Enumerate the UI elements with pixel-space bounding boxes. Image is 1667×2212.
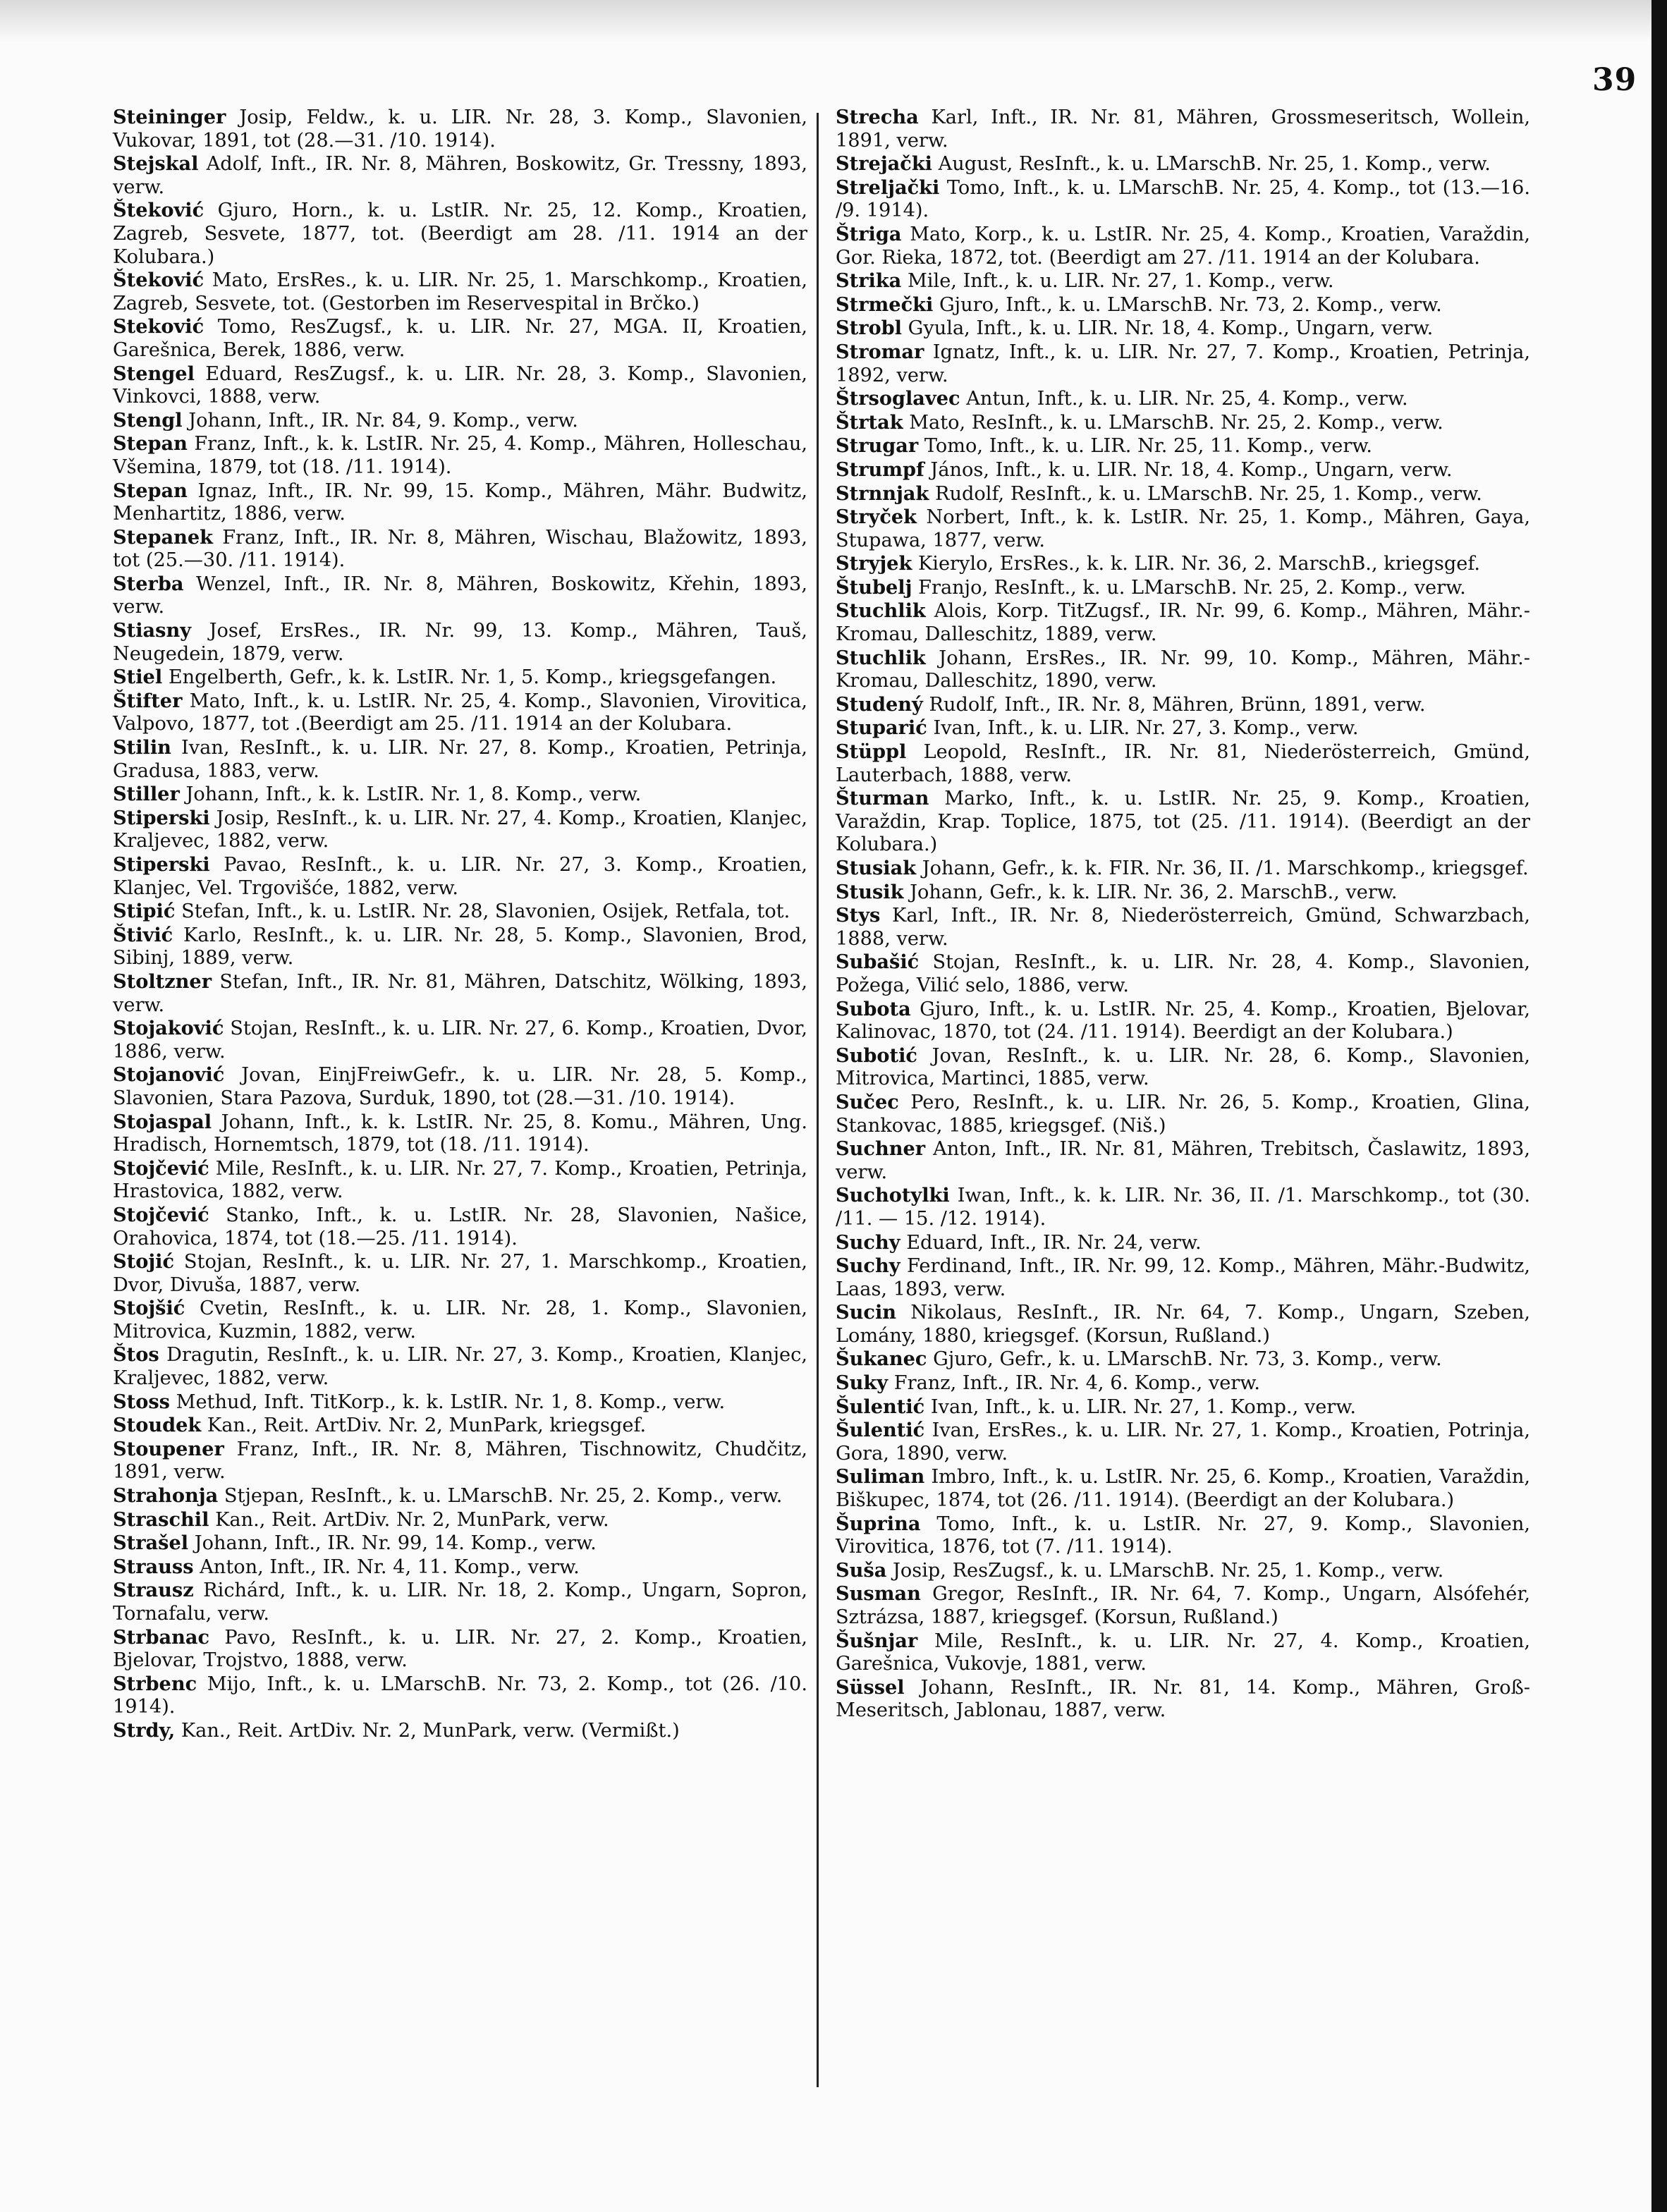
entry-surname: Steković bbox=[113, 315, 204, 338]
entry-details: Ivan, ResInft., k. u. LIR. Nr. 27, 8. Komp., Kroatien, Petrinja, Gradusa, 1883, verw. bbox=[113, 737, 807, 782]
entry-surname: Stromar bbox=[836, 340, 924, 363]
list-entry bbox=[836, 857, 1530, 881]
list-entry bbox=[113, 666, 807, 690]
entry-surname: Stengl bbox=[113, 408, 183, 432]
list-entry bbox=[836, 552, 1530, 576]
list-entry bbox=[113, 924, 807, 970]
list-entry bbox=[113, 690, 807, 736]
entry-details: Johann, Gefr., k. k. FIR. Nr. 36, II. /1. Marschkomp., kriegsgef. bbox=[922, 857, 1529, 879]
entry-surname: Šuprina bbox=[836, 1512, 921, 1535]
list-entry bbox=[836, 1395, 1530, 1419]
entry-details: Ivan, Inft., k. u. LIR. Nr. 27, 1. Komp., verw. bbox=[930, 1395, 1356, 1418]
entry-surname: Strdy, bbox=[113, 1718, 176, 1742]
list-entry bbox=[836, 106, 1530, 152]
list-entry bbox=[113, 807, 807, 853]
entry-surname: Strejački bbox=[836, 152, 932, 176]
entry-details: Leopold, ResInft., IR. Nr. 81, Niederösterreich, Gmünd, Lauterbach, 1888, verw. bbox=[836, 741, 1530, 786]
list-entry bbox=[113, 1579, 807, 1625]
list-entry bbox=[836, 716, 1530, 740]
entry-details: Mato, Inft., k. u. LstIR. Nr. 25, 4. Komp., Slavonien, Virovitica, Valpovo, 1877, tot .(Beerdigt am 25. /11. 1914 an der Kolubara. bbox=[113, 690, 807, 735]
entry-surname: Sterba bbox=[113, 572, 184, 595]
entry-details: Mile, Inft., k. u. LIR. Nr. 27, 1. Komp., verw. bbox=[907, 270, 1334, 293]
list-entry bbox=[836, 881, 1530, 905]
entry-details: Mato, ResInft., k. u. LMarschB. Nr. 25, 2. Komp., verw. bbox=[909, 411, 1443, 434]
entry-details: Imbro, Inft., k. u. LstIR. Nr. 25, 6. Komp., Kroatien, Varaždin, Biškupec, 1874, tot (26. /11. 1914). (Beerdigt an der Kolubara.) bbox=[836, 1466, 1530, 1512]
list-entry bbox=[113, 736, 807, 783]
entry-surname: Stusiak bbox=[836, 857, 917, 879]
list-entry bbox=[113, 1508, 807, 1532]
list-entry bbox=[113, 1719, 807, 1743]
entry-details: János, Inft., k. u. LIR. Nr. 18, 4. Komp., Ungarn, verw. bbox=[930, 458, 1453, 481]
entry-details: Franz, Inft., k. k. LstIR. Nr. 25, 4. Komp., Mähren, Holleschau, Všemina, 1879, tot (18. /11. 1914). bbox=[113, 433, 807, 478]
entry-surname: Stipić bbox=[113, 900, 176, 923]
list-entry bbox=[836, 904, 1530, 951]
list-entry bbox=[836, 1091, 1530, 1137]
entry-details: Franz, Inft., IR. Nr. 8, Mähren, Tischnowitz, Chudčitz, 1891, verw. bbox=[113, 1438, 807, 1484]
entry-surname: Strumpf bbox=[836, 458, 924, 481]
list-entry bbox=[113, 1297, 807, 1343]
entry-details: Tomo, Inft., k. u. LMarschB. Nr. 25, 4. Komp., tot (13.—16. /9. 1914). bbox=[836, 176, 1530, 222]
entry-surname: Stejskal bbox=[113, 152, 199, 176]
entry-surname: Stengel bbox=[113, 362, 195, 385]
entry-details: Stojan, ResInft., k. u. LIR. Nr. 28, 4. Komp., Slavonien, Požega, Vilić selo, 1886, verw. bbox=[836, 951, 1530, 996]
entry-surname: Stilin bbox=[113, 736, 171, 759]
list-entry bbox=[113, 970, 807, 1017]
list-entry bbox=[836, 317, 1530, 341]
entry-details: Cvetin, ResInft., k. u. LIR. Nr. 28, 1. Komp., Slavonien, Mitrovica, Kuzmin, 1882, verw. bbox=[113, 1297, 807, 1343]
entry-surname: Subotić bbox=[836, 1044, 917, 1067]
left-column bbox=[113, 106, 807, 1743]
entry-surname: Stüppl bbox=[836, 740, 907, 764]
entry-surname: Šukanec bbox=[836, 1348, 927, 1371]
list-entry bbox=[836, 1465, 1530, 1512]
entry-surname: Stojšić bbox=[113, 1297, 185, 1320]
entry-surname: Štrsoglavec bbox=[836, 387, 960, 410]
entry-details: Johann, ResInft., IR. Nr. 81, 14. Komp., Mähren, Groß-Meseritsch, Jablonau, 1887, verw. bbox=[836, 1676, 1530, 1722]
entry-details: Karl, Inft., IR. Nr. 8, Niederösterreich, Gmünd, Schwarzbach, 1888, verw. bbox=[836, 905, 1530, 950]
list-entry bbox=[113, 1391, 807, 1414]
entry-surname: Suchner bbox=[836, 1137, 926, 1161]
list-entry bbox=[836, 599, 1530, 646]
entry-details: Marko, Inft., k. u. LstIR. Nr. 25, 9. Komp., Kroatien, Varaždin, Krap. Toplice, 1875, tot (25. /11. 1914). (Beerdigt an der Kolubara.) bbox=[836, 788, 1530, 856]
list-entry bbox=[836, 998, 1530, 1044]
entry-details: Antun, Inft., k. u. LIR. Nr. 25, 4. Komp., verw. bbox=[966, 388, 1408, 410]
entry-surname: Stojčević bbox=[113, 1156, 209, 1180]
entry-surname: Strbanac bbox=[113, 1625, 210, 1649]
list-entry bbox=[113, 1556, 807, 1579]
entry-surname: Süssel bbox=[836, 1675, 905, 1699]
list-entry bbox=[836, 482, 1530, 506]
list-entry bbox=[113, 362, 807, 409]
list-entry bbox=[113, 409, 807, 433]
entry-surname: Suša bbox=[836, 1558, 887, 1582]
entry-details: Gyula, Inft., k. u. LIR. Nr. 18, 4. Komp., Ungarn, verw. bbox=[908, 317, 1434, 340]
list-entry bbox=[836, 1630, 1530, 1676]
list-entry bbox=[113, 199, 807, 269]
list-entry bbox=[113, 1017, 807, 1063]
entry-details: Johann, Inft., IR. Nr. 84, 9. Komp., verw. bbox=[188, 409, 578, 432]
list-entry bbox=[113, 619, 807, 666]
entry-details: Kierylo, ErsRes., k. k. LIR. Nr. 36, 2. MarschB., kriegsgef. bbox=[917, 553, 1481, 575]
entry-details: Dragutin, ResInft., k. u. LIR. Nr. 27, 3. Komp., Kroatien, Klanjec, Kraljevec, 1882, verw. bbox=[113, 1344, 807, 1390]
list-entry bbox=[836, 341, 1530, 387]
entry-surname: Strausz bbox=[113, 1579, 194, 1602]
entry-details: Tomo, Inft., k. u. LIR. Nr. 25, 11. Komp., verw. bbox=[924, 435, 1373, 458]
entry-surname: Sucin bbox=[836, 1301, 897, 1324]
entry-details: Stojan, ResInft., k. u. LIR. Nr. 27, 1. Marschkomp., Kroatien, Dvor, Divuša, 1887, verw. bbox=[113, 1251, 807, 1296]
list-entry bbox=[836, 951, 1530, 997]
entry-surname: Strnnjak bbox=[836, 482, 929, 505]
entry-surname: Stoupener bbox=[113, 1437, 224, 1460]
list-entry bbox=[113, 106, 807, 152]
entry-surname: Stoss bbox=[113, 1390, 170, 1413]
entry-details: Pavo, ResInft., k. u. LIR. Nr. 27, 2. Komp., Kroatien, Bjelovar, Trojstvo, 1888, verw. bbox=[113, 1626, 807, 1672]
list-entry bbox=[113, 1484, 807, 1508]
entry-surname: Štifter bbox=[113, 689, 183, 712]
scan-shadow-top bbox=[0, 0, 1667, 42]
entry-details: Kan., Reit. ArtDiv. Nr. 2, MunPark, kriegsgef. bbox=[207, 1414, 647, 1437]
entry-details: Johann, Inft., k. k. LstIR. Nr. 1, 8. Komp., verw. bbox=[185, 783, 642, 806]
entry-details: Franjo, ResInft., k. u. LMarschB. Nr. 25, 2. Komp., verw. bbox=[918, 576, 1466, 599]
entry-details: Johann, Inft., IR. Nr. 99, 14. Komp., verw. bbox=[194, 1532, 597, 1555]
list-entry bbox=[836, 293, 1530, 317]
entry-surname: Straschil bbox=[113, 1508, 209, 1531]
entry-details: Gjuro, Horn., k. u. LstIR. Nr. 25, 12. Komp., Kroatien, Zagreb, Sesvete, 1877, tot. (Beerdigt am 28. /11. 1914 an der Kolubara.) bbox=[113, 200, 807, 268]
entry-details: Mile, ResInft., k. u. LIR. Nr. 27, 7. Komp., Kroatien, Petrinja, Hrastovica, 1882, verw. bbox=[113, 1157, 807, 1203]
entry-details: Franz, Inft., IR. Nr. 4, 6. Komp., verw. bbox=[893, 1372, 1260, 1395]
list-entry bbox=[836, 576, 1530, 600]
entry-details: Josip, ResInft., k. u. LIR. Nr. 27, 4. Komp., Kroatien, Klanjec, Kraljevec, 1882, verw. bbox=[113, 807, 807, 853]
entry-surname: Stys bbox=[836, 904, 881, 927]
entry-surname: Stojanović bbox=[113, 1063, 225, 1087]
entry-details: Josef, ErsRes., IR. Nr. 99, 13. Komp., Mähren, Tauš, Neugedein, 1879, verw. bbox=[113, 620, 807, 665]
entry-surname: Šteković bbox=[113, 269, 204, 292]
entry-surname: Strika bbox=[836, 269, 902, 293]
entry-surname: Suky bbox=[836, 1371, 889, 1395]
entry-details: Nikolaus, ResInft., IR. Nr. 64, 7. Komp., Ungarn, Szeben, Lomány, 1880, kriegsgef. (Korsun, Rußland.) bbox=[836, 1302, 1530, 1347]
entry-surname: Stojić bbox=[113, 1250, 175, 1273]
list-entry bbox=[836, 1371, 1530, 1395]
list-entry bbox=[113, 526, 807, 573]
entry-surname: Strbenc bbox=[113, 1672, 197, 1695]
entry-details: Gjuro, Inft., k. u. LstIR. Nr. 25, 4. Komp., Kroatien, Bjelovar, Kalinovac, 1870, tot (24. /11. 1914). Beerdigt an der Kolubara.) bbox=[836, 998, 1530, 1044]
list-entry bbox=[836, 787, 1530, 857]
list-entry bbox=[113, 479, 807, 526]
entry-details: Josip, Feldw., k. u. LIR. Nr. 28, 3. Komp., Slavonien, Vukovar, 1891, tot (28.—31. /10. 1914). bbox=[113, 106, 807, 152]
entry-surname: Stojčević bbox=[113, 1203, 209, 1226]
entry-surname: Strmečki bbox=[836, 293, 934, 316]
entry-surname: Šulentić bbox=[836, 1419, 925, 1442]
entry-details: Mijo, Inft., k. u. LMarschB. Nr. 73, 2. Komp., tot (26. /10. 1914). bbox=[113, 1673, 807, 1718]
entry-details: Gregor, ResInft., IR. Nr. 64, 7. Komp., Ungarn, Alsófehér, Sztrázsa, 1887, kriegsgef. (Korsun, Rußland.) bbox=[836, 1583, 1530, 1628]
list-entry bbox=[113, 900, 807, 924]
entry-surname: Strugar bbox=[836, 434, 919, 458]
entry-surname: Suchotylki bbox=[836, 1184, 950, 1207]
entry-details: Iwan, Inft., k. k. LIR. Nr. 36, II. /1. Marschkomp., tot (30. /11. — 15. /12. 1914). bbox=[836, 1185, 1530, 1230]
entry-surname: Susman bbox=[836, 1582, 921, 1606]
list-entry bbox=[836, 1559, 1530, 1583]
list-entry bbox=[113, 1250, 807, 1297]
list-entry bbox=[836, 740, 1530, 787]
entry-surname: Stuchlik bbox=[836, 646, 926, 669]
entry-details: Gjuro, Gefr., k. u. LMarschB. Nr. 73, 3. Komp., verw. bbox=[933, 1348, 1442, 1371]
list-entry bbox=[836, 1044, 1530, 1091]
entry-details: Eduard, ResZugsf., k. u. LIR. Nr. 28, 3. Komp., Slavonien, Vinkovci, 1888, verw. bbox=[113, 362, 807, 408]
entry-details: Rudolf, Inft., IR. Nr. 8, Mähren, Brünn, 1891, verw. bbox=[929, 693, 1426, 716]
list-entry bbox=[836, 1301, 1530, 1348]
entry-surname: Stuparić bbox=[836, 716, 927, 740]
entry-details: Kan., Reit. ArtDiv. Nr. 2, MunPark, verw. (Vermißt.) bbox=[181, 1719, 680, 1742]
entry-details: Ivan, Inft., k. u. LIR. Nr. 27, 3. Komp., verw. bbox=[933, 717, 1359, 740]
list-entry bbox=[836, 1676, 1530, 1723]
list-entry bbox=[113, 853, 807, 900]
entry-surname: Stiller bbox=[113, 783, 180, 806]
entry-details: Engelberth, Gefr., k. k. LstIR. Nr. 1, 5. Komp., kriegsgefangen. bbox=[168, 666, 777, 689]
list-entry bbox=[113, 1673, 807, 1719]
entry-details: Johann, ErsRes., IR. Nr. 99, 10. Komp., Mähren, Mähr.-Kromau, Dalleschitz, 1890, verw. bbox=[836, 647, 1530, 692]
list-entry bbox=[836, 1419, 1530, 1465]
entry-details: Rudolf, ResInft., k. u. LMarschB. Nr. 25, 1. Komp., verw. bbox=[935, 482, 1482, 505]
list-entry bbox=[113, 1532, 807, 1556]
list-entry bbox=[836, 506, 1530, 552]
entry-details: Ivan, ErsRes., k. u. LIR. Nr. 27, 1. Komp., Kroatien, Potrinja, Gora, 1890, verw. bbox=[836, 1419, 1530, 1465]
list-entry bbox=[836, 434, 1530, 458]
entry-details: Stjepan, ResInft., k. u. LMarschB. Nr. 25, 2. Komp., verw. bbox=[224, 1485, 783, 1508]
entry-surname: Sučec bbox=[836, 1090, 899, 1113]
entry-details: Wenzel, Inft., IR. Nr. 8, Mähren, Boskowitz, Křehin, 1893, verw. bbox=[113, 573, 807, 618]
entry-details: Anton, Inft., IR. Nr. 81, Mähren, Trebitsch, Časlawitz, 1893, verw. bbox=[836, 1138, 1530, 1183]
entry-surname: Studený bbox=[836, 692, 923, 716]
scan-edge-right bbox=[1651, 0, 1667, 2212]
entry-surname: Strauss bbox=[113, 1555, 194, 1578]
list-entry bbox=[113, 783, 807, 807]
entry-details: Stanko, Inft., k. u. LstIR. Nr. 28, Slavonien, Našice, Orahovica, 1874, tot (18.—25. /11. 1914). bbox=[113, 1204, 807, 1249]
entry-details: Ferdinand, Inft., IR. Nr. 99, 12. Komp., Mähren, Mähr.-Budwitz, Laas, 1893, verw. bbox=[836, 1255, 1530, 1300]
entry-details: Norbert, Inft., k. k. LstIR. Nr. 25, 1. Komp., Mähren, Gaya, Stupawa, 1877, verw. bbox=[836, 506, 1530, 551]
list-entry bbox=[113, 573, 807, 619]
entry-details: Stefan, Inft., IR. Nr. 81, Mähren, Datschitz, Wölking, 1893, verw. bbox=[113, 970, 807, 1016]
entry-details: Gjuro, Inft., k. u. LMarschB. Nr. 73, 2. Komp., verw. bbox=[939, 293, 1442, 316]
entry-surname: Stepan bbox=[113, 432, 188, 456]
entry-surname: Stryček bbox=[836, 506, 917, 529]
entry-details: Eduard, Inft., IR. Nr. 24, verw. bbox=[906, 1231, 1202, 1254]
entry-details: Jovan, ResInft., k. u. LIR. Nr. 28, 6. Komp., Slavonien, Mitrovica, Martinci, 1885, verw. bbox=[836, 1044, 1530, 1090]
entry-surname: Steininger bbox=[113, 106, 226, 128]
entry-details: Anton, Inft., IR. Nr. 4, 11. Komp., verw. bbox=[200, 1556, 580, 1578]
entry-details: Tomo, Inft., k. u. LstIR. Nr. 27, 9. Komp., Slavonien, Virovitica, 1876, tot (7. /11. 1914). bbox=[836, 1513, 1530, 1558]
entry-surname: Strecha bbox=[836, 106, 919, 128]
list-entry bbox=[836, 387, 1530, 411]
list-entry bbox=[836, 647, 1530, 693]
list-entry bbox=[836, 1513, 1530, 1559]
list-entry bbox=[113, 1343, 807, 1390]
entry-details: Ignatz, Inft., k. u. LIR. Nr. 27, 7. Komp., Kroatien, Petrinja, 1892, verw. bbox=[836, 341, 1530, 386]
list-entry bbox=[836, 152, 1530, 176]
entry-surname: Štriga bbox=[836, 222, 902, 245]
entry-surname: Šturman bbox=[836, 787, 929, 810]
list-entry bbox=[113, 1626, 807, 1673]
list-entry bbox=[836, 1231, 1530, 1255]
entry-surname: Suliman bbox=[836, 1465, 925, 1489]
entry-surname: Stiperski bbox=[113, 853, 210, 876]
entry-details: Josip, ResZugsf., k. u. LMarschB. Nr. 25, 1. Komp., verw. bbox=[892, 1559, 1444, 1582]
list-entry bbox=[836, 1184, 1530, 1230]
page-number: 39 bbox=[1592, 62, 1637, 98]
list-entry bbox=[836, 458, 1530, 482]
entry-surname: Stiasny bbox=[113, 619, 192, 642]
entry-details: Johann, Inft., k. k. LstIR. Nr. 25, 8. Komu., Mähren, Ung. Hradisch, Hornemtsch, 1879, tot (18. /11. 1914). bbox=[113, 1111, 807, 1156]
entry-details: Kan., Reit. ArtDiv. Nr. 2, MunPark, verw. bbox=[215, 1508, 609, 1531]
list-entry bbox=[113, 1157, 807, 1204]
entry-surname: Stuchlik bbox=[836, 599, 926, 623]
entry-surname: Stojaković bbox=[113, 1017, 224, 1040]
entry-surname: Subota bbox=[836, 997, 911, 1020]
entry-surname: Šteković bbox=[113, 199, 204, 222]
list-entry bbox=[836, 411, 1530, 435]
entry-surname: Strahonja bbox=[113, 1484, 219, 1508]
entry-surname: Stiperski bbox=[113, 806, 210, 829]
entry-surname: Stryjek bbox=[836, 552, 912, 575]
entry-details: Karl, Inft., IR. Nr. 81, Mähren, Grossmeseritsch, Wollein, 1891, verw. bbox=[836, 106, 1530, 152]
list-entry bbox=[836, 223, 1530, 269]
entry-details: Alois, Korp. TitZugsf., IR. Nr. 99, 6. Komp., Mähren, Mähr.-Kromau, Dalleschitz, 1889, verw. bbox=[836, 600, 1530, 646]
list-entry bbox=[113, 315, 807, 362]
list-entry bbox=[113, 432, 807, 479]
list-entry bbox=[113, 1111, 807, 1157]
entry-details: Adolf, Inft., IR. Nr. 8, Mähren, Boskowitz, Gr. Tressny, 1893, verw. bbox=[113, 153, 807, 198]
entry-details: Mile, ResInft., k. u. LIR. Nr. 27, 4. Komp., Kroatien, Garešnica, Vukovje, 1881, verw. bbox=[836, 1630, 1530, 1675]
list-entry bbox=[836, 1137, 1530, 1184]
list-entry bbox=[836, 269, 1530, 293]
list-entry bbox=[836, 1348, 1530, 1371]
entry-details: Jovan, EinjFreiwGefr., k. u. LIR. Nr. 28, 5. Komp., Slavonien, Stara Pazova, Surduk, 1890, tot (28.—31. /10. 1914). bbox=[113, 1064, 807, 1109]
entry-surname: Suchy bbox=[836, 1254, 900, 1278]
entry-surname: Stepan bbox=[113, 479, 188, 502]
right-column bbox=[836, 106, 1530, 1723]
entry-details: Stefan, Inft., k. u. LstIR. Nr. 28, Slavonien, Osijek, Retfala, tot. bbox=[181, 900, 790, 923]
entry-surname: Štivić bbox=[113, 923, 173, 946]
entry-surname: Stiel bbox=[113, 666, 163, 689]
list-entry bbox=[836, 693, 1530, 717]
list-entry bbox=[113, 1204, 807, 1250]
entry-details: Ignaz, Inft., IR. Nr. 99, 15. Komp., Mähren, Mähr. Budwitz, Menhartitz, 1886, verw. bbox=[113, 479, 807, 525]
entry-details: Pero, ResInft., k. u. LIR. Nr. 26, 5. Komp., Kroatien, Glina, Stankovac, 1885, kriegsgef. (Niš.) bbox=[836, 1091, 1530, 1137]
entry-surname: Strobl bbox=[836, 317, 902, 340]
list-entry bbox=[836, 176, 1530, 223]
entry-surname: Štrtak bbox=[836, 410, 903, 434]
entry-surname: Stoudek bbox=[113, 1414, 202, 1437]
entry-surname: Štubelj bbox=[836, 575, 912, 599]
list-entry bbox=[836, 1582, 1530, 1629]
entry-surname: Šulentić bbox=[836, 1395, 925, 1418]
entry-surname: Subašić bbox=[836, 951, 920, 974]
entry-surname: Suchy bbox=[836, 1230, 900, 1254]
entry-surname: Šušnjar bbox=[836, 1629, 918, 1652]
entry-surname: Stepanek bbox=[113, 525, 214, 549]
entry-details: Franz, Inft., IR. Nr. 8, Mähren, Wischau, Blažowitz, 1893, tot (25.—30. /11. 1914). bbox=[113, 526, 807, 572]
entry-details: Richárd, Inft., k. u. LIR. Nr. 18, 2. Komp., Ungarn, Sopron, Tornafalu, verw. bbox=[113, 1579, 807, 1625]
entry-details: Tomo, ResZugsf., k. u. LIR. Nr. 27, MGA. II, Kroatien, Garešnica, Berek, 1886, verw. bbox=[113, 316, 807, 361]
entry-surname: Strašel bbox=[113, 1532, 189, 1555]
entry-details: Johann, Gefr., k. k. LIR. Nr. 36, 2. MarschB., verw. bbox=[910, 881, 1398, 903]
entry-details: Mato, ErsRes., k. u. LIR. Nr. 25, 1. Marschkomp., Kroatien, Zagreb, Sesvete, tot. (Gestorben im Reservespital in Brčko.) bbox=[113, 269, 807, 314]
entry-details: Pavao, ResInft., k. u. LIR. Nr. 27, 3. Komp., Kroatien, Klanjec, Vel. Trgovišće, 1882, verw. bbox=[113, 854, 807, 899]
column-divider bbox=[817, 113, 819, 2087]
list-entry bbox=[113, 269, 807, 315]
entry-details: Mato, Korp., k. u. LstIR. Nr. 25, 4. Komp., Kroatien, Varaždin, Gor. Rieka, 1872, tot. (Beerdigt am 27. /11. 1914 an der Kolubara. bbox=[836, 223, 1530, 269]
entry-surname: Stojaspal bbox=[113, 1110, 212, 1133]
list-entry bbox=[836, 1254, 1530, 1301]
list-entry bbox=[113, 1414, 807, 1438]
entry-surname: Streljački bbox=[836, 176, 940, 199]
entry-details: Stojan, ResInft., k. u. LIR. Nr. 27, 6. Komp., Kroatien, Dvor, 1886, verw. bbox=[113, 1018, 807, 1063]
list-entry bbox=[113, 152, 807, 199]
entry-details: August, ResInft., k. u. LMarschB. Nr. 25, 1. Komp., verw. bbox=[938, 153, 1491, 176]
list-entry bbox=[113, 1438, 807, 1484]
entry-surname: Stusik bbox=[836, 880, 904, 903]
entry-surname: Stoltzner bbox=[113, 970, 212, 993]
entry-details: Karlo, ResInft., k. u. LIR. Nr. 28, 5. Komp., Slavonien, Brod, Sibinj, 1889, verw. bbox=[113, 924, 807, 970]
list-entry bbox=[113, 1063, 807, 1110]
entry-details: Methud, Inft. TitKorp., k. k. LstIR. Nr. 1, 8. Komp., verw. bbox=[176, 1391, 726, 1413]
entry-surname: Štos bbox=[113, 1343, 159, 1367]
